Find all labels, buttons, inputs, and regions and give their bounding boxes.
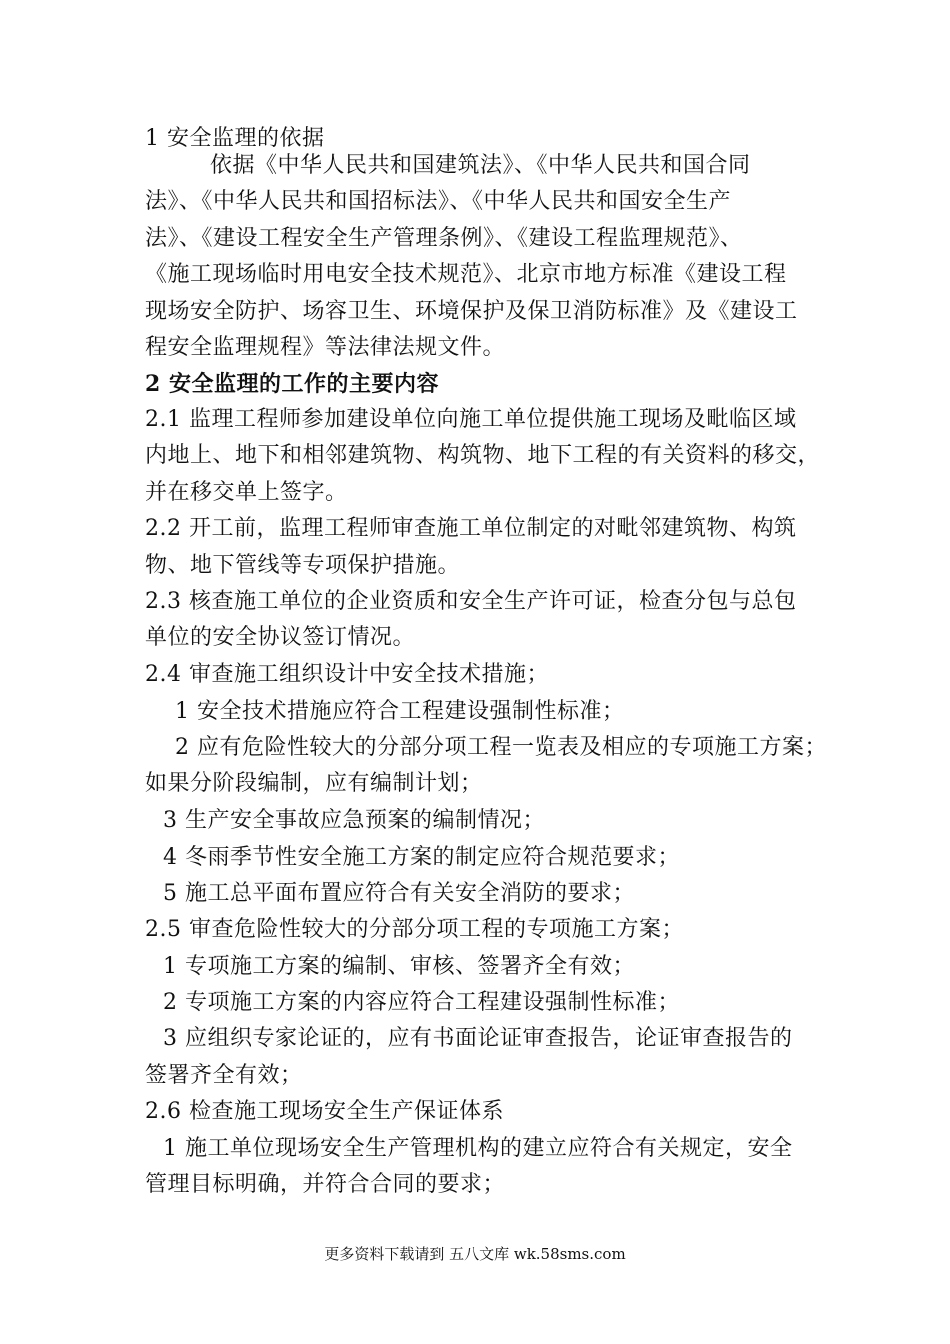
body-line: 1 安全技术措施应符合工程建设强制性标准； — [175, 699, 625, 724]
body-line: 3 应组织专家论证的，应有书面论证审查报告，论证审查报告的 — [163, 1026, 793, 1051]
body-line: 2.4 审查施工组织设计中安全技术措施； — [145, 662, 549, 687]
body-line: 1 施工单位现场安全生产管理机构的建立应符合有关规定，安全 — [163, 1136, 793, 1161]
body-line: 2.1 监理工程师参加建设单位向施工单位提供施工现场及毗临区域 — [145, 407, 797, 432]
paragraph-line: 法》、《中华人民共和国招标法》、《中华人民共和国安全生产 — [145, 189, 732, 214]
section-1-heading: 1 安全监理的依据 — [145, 126, 325, 151]
body-line: 5 施工总平面布置应符合有关安全消防的要求； — [163, 881, 635, 906]
body-line: 物、地下管线等专项保护措施。 — [145, 553, 461, 578]
body-line: 签署齐全有效； — [145, 1063, 303, 1088]
body-line: 2.6 检查施工现场安全生产保证体系 — [145, 1099, 504, 1124]
body-line: 2 应有危险性较大的分部分项工程一览表及相应的专项施工方案； — [175, 735, 827, 760]
body-line: 并在移交单上签字。 — [145, 480, 348, 505]
body-line: 1 专项施工方案的编制、审核、签署齐全有效； — [163, 954, 635, 979]
body-line: 2 专项施工方案的内容应符合工程建设强制性标准； — [163, 990, 680, 1015]
body-line: 管理目标明确，并符合合同的要求； — [145, 1172, 506, 1197]
body-line: 2.5 审查危险性较大的分部分项工程的专项施工方案； — [145, 917, 684, 942]
body-line: 2.2 开工前，监理工程师审查施工单位制定的对毗邻建筑物、构筑 — [145, 516, 797, 541]
section-2-heading: 2 安全监理的工作的主要内容 — [145, 371, 439, 397]
body-line: 内地上、地下和相邻建筑物、构筑物、地下工程的有关资料的移交， — [145, 443, 821, 468]
paragraph-line: 现场安全防护、场容卫生、环境保护及保卫消防标准》及《建设工 — [145, 299, 798, 324]
paragraph-line: 程安全监理规程》等法律法规文件。 — [145, 335, 506, 360]
footer-link[interactable]: 更多资料下载请到 五八文库 wk.58sms.com — [324, 1245, 626, 1263]
paragraph-line: 法》、《建设工程安全生产管理条例》、《建设工程监理规范》、 — [145, 226, 743, 251]
body-line: 2.3 核查施工单位的企业资质和安全生产许可证，检查分包与总包 — [145, 589, 797, 614]
paragraph-line: 依据《中华人民共和国建筑法》、《中华人民共和国合同 — [210, 153, 751, 178]
body-line: 单位的安全协议签订情况。 — [145, 625, 416, 650]
body-line: 4 冬雨季节性安全施工方案的制定应符合规范要求； — [163, 845, 680, 870]
body-line: 如果分阶段编制，应有编制计划； — [145, 771, 483, 796]
body-line: 3 生产安全事故应急预案的编制情况； — [163, 808, 545, 833]
paragraph-line: 《施工现场临时用电安全技术规范》、北京市地方标准《建设工程 — [145, 262, 787, 287]
